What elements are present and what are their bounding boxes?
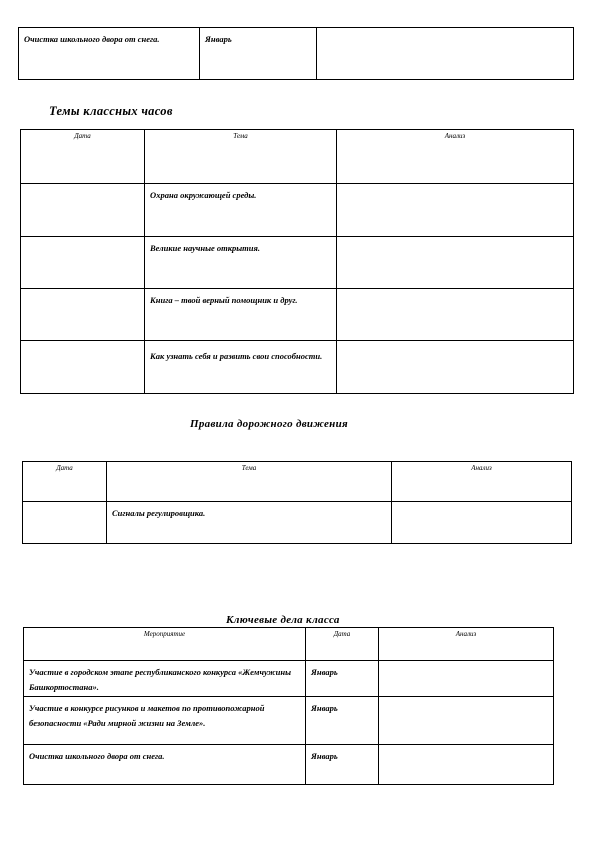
table-row [21, 289, 574, 341]
key-events-table [23, 627, 554, 785]
date-cell [306, 697, 379, 745]
header-date: Дата [306, 628, 379, 661]
table-row [24, 745, 554, 785]
table-row [24, 661, 554, 697]
event-text: Очистка школьного двора от снега. [24, 34, 160, 44]
analysis-text [317, 28, 573, 32]
date-text: Январь [311, 703, 338, 713]
topic-cell [145, 184, 337, 237]
header-date: Дата [23, 462, 107, 502]
analysis-cell [337, 184, 574, 237]
top-events-table [18, 27, 574, 80]
event-text: Очистка школьного двора от снега. [29, 751, 165, 761]
date-cell [21, 341, 145, 394]
key-events-title: Ключевые дела класса [226, 614, 340, 626]
header-event: Мероприятие [24, 628, 306, 661]
analysis-cell [337, 289, 574, 341]
date-cell [306, 661, 379, 697]
event-cell [24, 697, 306, 745]
topic-cell [145, 341, 337, 394]
header-analysis: Анализ [337, 130, 574, 184]
traffic-rules-title: Правила дорожного движения [190, 418, 348, 430]
header-topic: Тема [145, 130, 337, 184]
class-hours-table [20, 129, 574, 394]
date-text: Январь [205, 34, 232, 44]
topic-text: Сигналы регулировщика. [112, 508, 206, 518]
traffic-rules-table [22, 461, 572, 544]
date-text: Январь [311, 667, 338, 677]
date-text: Январь [311, 751, 338, 761]
date-cell [200, 28, 317, 80]
event-cell [19, 28, 200, 80]
table-row [24, 697, 554, 745]
analysis-cell [379, 697, 554, 745]
topic-text: Великие научные открытия. [150, 243, 261, 253]
table-row [21, 184, 574, 237]
table-header-row [21, 130, 574, 184]
table-header-row [24, 628, 554, 661]
event-cell [24, 745, 306, 785]
date-cell [21, 289, 145, 341]
header-analysis: Анализ [392, 462, 572, 502]
analysis-cell [379, 661, 554, 697]
topic-cell [145, 237, 337, 289]
event-text: Участие в городском этапе республиканского конкурса «Жемчужины Башкортостана». [29, 667, 291, 692]
table-header-row [23, 462, 572, 502]
analysis-cell [337, 341, 574, 394]
topic-text: Как узнать себя и развить свои способности. [150, 351, 323, 361]
date-cell [306, 745, 379, 785]
table-row [19, 28, 574, 80]
header-analysis: Анализ [379, 628, 554, 661]
event-cell [24, 661, 306, 697]
date-cell [21, 237, 145, 289]
topic-text: Охрана окружающей среды. [150, 190, 257, 200]
date-cell [23, 502, 107, 544]
table-row [23, 502, 572, 544]
analysis-cell [379, 745, 554, 785]
event-text: Участие в конкурсе рисунков и макетов по противопожарной безопасности «Ради мирной жизни на Земле». [29, 703, 265, 728]
header-date: Дата [21, 130, 145, 184]
table-row [21, 237, 574, 289]
topic-cell [107, 502, 392, 544]
analysis-cell [337, 237, 574, 289]
header-topic: Тема [107, 462, 392, 502]
topic-cell [145, 289, 337, 341]
analysis-cell [392, 502, 572, 544]
class-hours-title: Темы классных часов [49, 104, 173, 118]
analysis-cell [317, 28, 574, 80]
table-row [21, 341, 574, 394]
date-cell [21, 184, 145, 237]
topic-text: Книга – твой верный помощник и друг. [150, 295, 298, 305]
